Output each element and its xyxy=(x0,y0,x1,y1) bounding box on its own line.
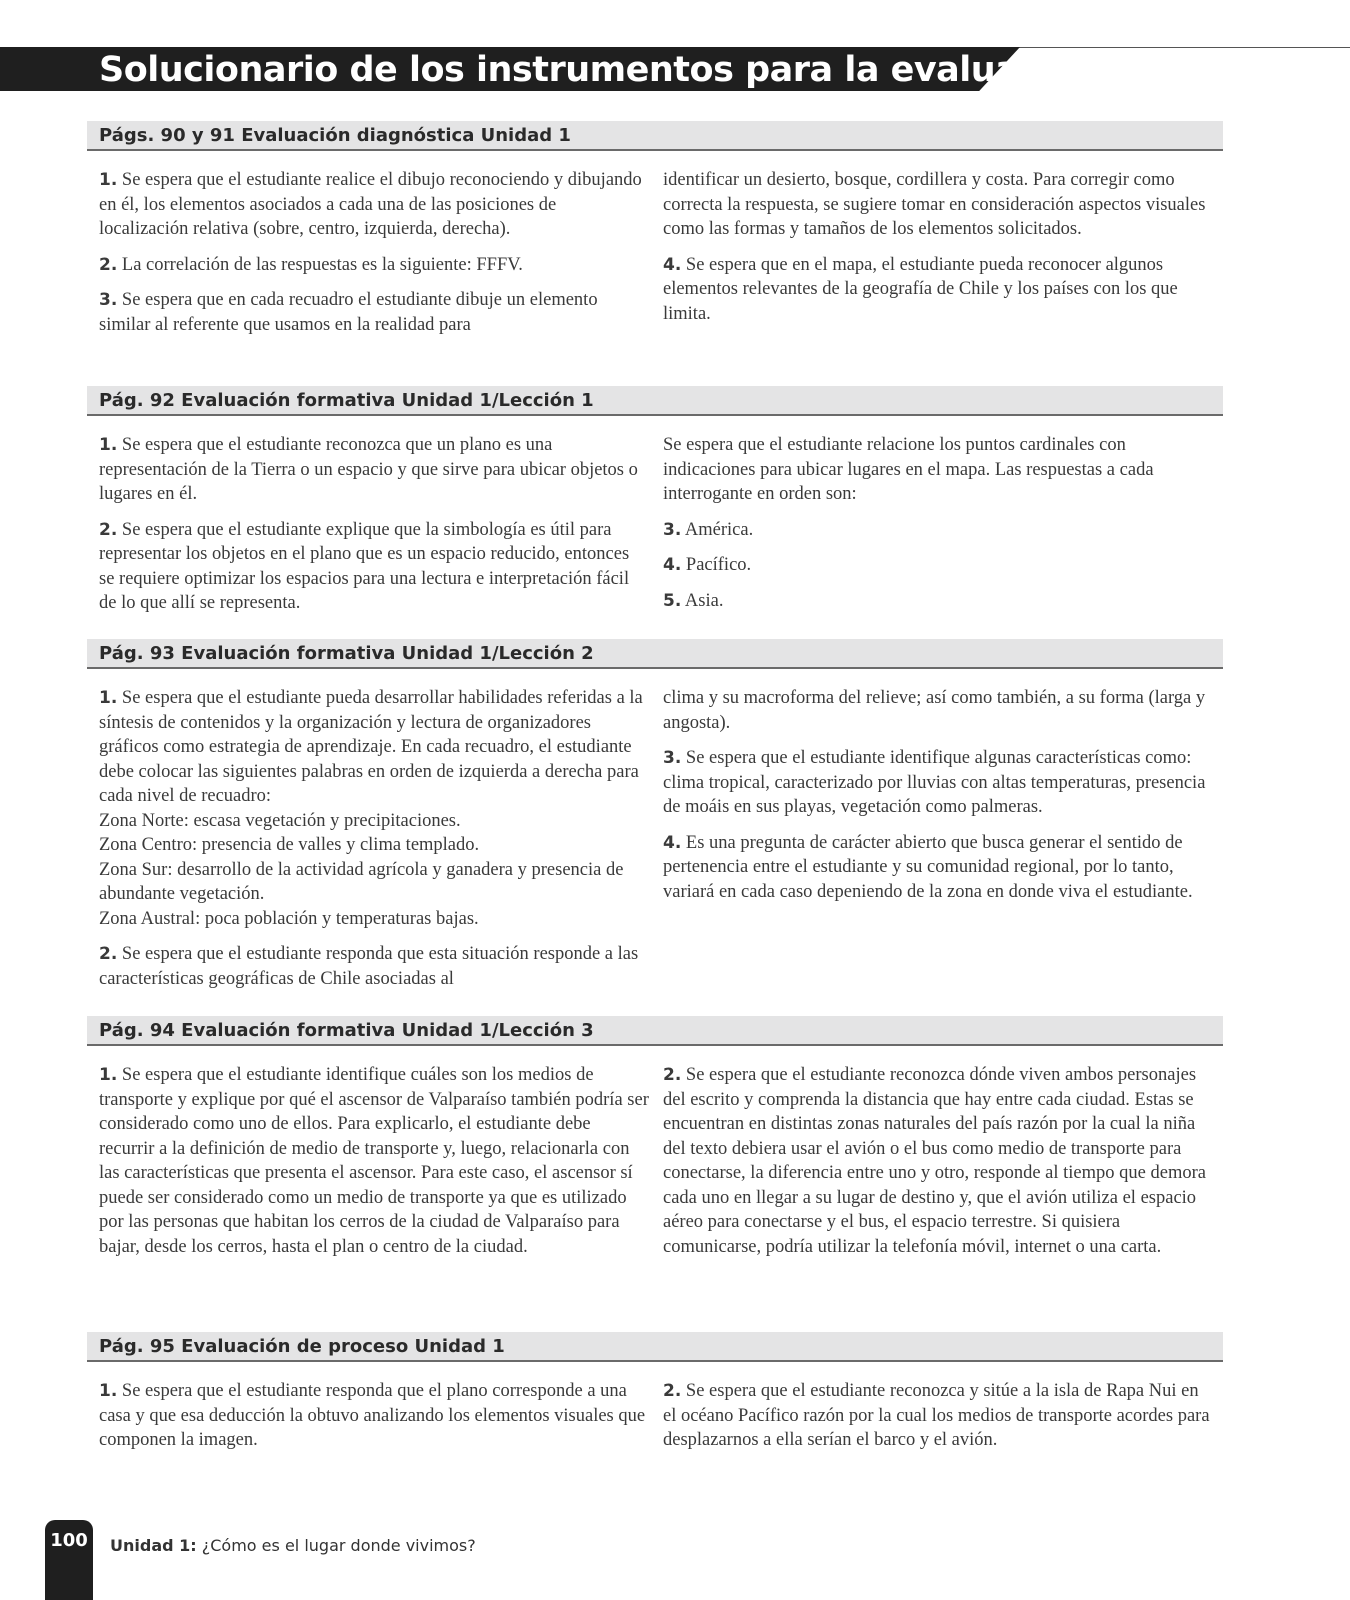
answer-item: 3. América. xyxy=(663,519,754,540)
left-column xyxy=(99,433,649,627)
answer-item: 1. Se espera que el estudiante pueda desarrollar habilidades referidas a la síntesis de contenidos y la organización y lectura de organizadores gráficos como estrategia de aprendizaje. En cada recuadro, el estudiante debe colocar las siguientes palabras en orden de izquierda a derecha para cada nivel de recuadro: Zona Norte: escasa vegetación y precipitaciones. Zona Centro: presencia de valles y clima templado. Zona Sur: desarrollo de la actividad agrícola y ganadera y presencia de abundante vegetación. Zona Austral: poca población y temperaturas bajas. xyxy=(99,686,649,931)
answer-item: 2. Se espera que el estudiante responda que esta situación responde a las características geográficas de Chile asociadas al xyxy=(99,944,639,989)
answer-item: 4. Pacífico. xyxy=(663,555,752,575)
section-heading: Págs. 90 y 91 Evaluación diagnóstica Unidad 1 xyxy=(87,121,1223,151)
answer-item: 2. La correlación de las respuestas es la siguiente: FFFV. xyxy=(99,254,523,275)
right-column xyxy=(663,1063,1213,1270)
left-column xyxy=(99,686,649,1002)
left-column xyxy=(99,1379,649,1464)
right-column xyxy=(663,1379,1213,1464)
section-heading: Pág. 92 Evaluación formativa Unidad 1/Lección 1 xyxy=(87,386,1223,416)
answer-item: 4. Se espera que en el mapa, el estudiante pueda reconocer algunos elementos relevantes de la geografía de Chile y los países con los que limita. xyxy=(663,254,1178,324)
answer-item: 2. Se espera que el estudiante explique que la simbología es útil para representar los objetos en el plano que es un espacio reducido, entonces se requiere optimizar los espacios para una lectura e interpretación fácil de lo que allí se representa. xyxy=(99,519,630,613)
answer-item: 5. Asia. xyxy=(663,590,724,611)
section-leccion-2 xyxy=(87,639,1223,1002)
footer-unit-label: Unidad 1: xyxy=(110,1536,197,1555)
footer-unit-title: ¿Cómo es el lugar donde vivimos? xyxy=(201,1536,476,1555)
section-leccion-3 xyxy=(87,1016,1223,1270)
answer-item: 1. Se espera que el estudiante identifique cuáles son los medios de transporte y explique por qué el ascensor de Valparaíso también podría ser considerado como uno de ellos. Para explicarlo, el estudiante debe recurrir a la definición de medio de transporte y, luego, relacionarla con las características que presenta el ascensor. Para este caso, el ascensor sí puede ser considerado como un medio de transporte ya que es utilizado por las personas que habitan los cerros de la ciudad de Valparaíso para bajar, desde los cerros, hasta el plan o centro de la ciudad. xyxy=(99,1065,649,1257)
answer-item: 3. Se espera que en cada recuadro el estudiante dibuje un elemento similar al referente que usamos en la realidad para xyxy=(99,290,598,335)
section-diagnostica xyxy=(87,121,1223,348)
zona-line: Zona Centro: presencia de valles y clima templado. xyxy=(99,835,480,855)
answer-continuation: clima y su macroforma del relieve; así como también, a su forma (larga y angosta). xyxy=(663,688,1206,733)
answer-item: 2. Se espera que el estudiante reconozca dónde viven ambos personajes del escrito y comprenda la distancia que hay entre cada ciudad. Estas se encuentran en distintas zonas naturales del país razón por la cual la niña del texto debiera usar el avión o el bus como medio de transporte para conectarse, la diferencia entre uno y otro, responde al tiempo que demora cada uno en llegar a su lugar de destino y, que el avión utiliza el espacio aéreo para conectarse y el bus, el espacio terrestre. Si quisiera comunicarse, podría utilizar la telefonía móvil, internet o una carta. xyxy=(663,1065,1206,1257)
section-heading: Pág. 95 Evaluación de proceso Unidad 1 xyxy=(87,1332,1223,1362)
answer-continuation: identificar un desierto, bosque, cordillera y costa. Para corregir como correcta la respuesta, se sugiere tomar en consideración aspectos visuales como las formas y tamaños de los elementos solicitados. xyxy=(663,170,1206,239)
right-column xyxy=(663,168,1213,348)
section-proceso xyxy=(87,1332,1223,1464)
right-column xyxy=(663,686,1213,1002)
zona-line: Zona Norte: escasa vegetación y precipitaciones. xyxy=(99,810,461,831)
answer-intro: Se espera que el estudiante relacione los puntos cardinales con indicaciones para ubicar lugares en el mapa. Las respuestas a cada interrogante en orden son: xyxy=(663,435,1154,504)
footer-unit xyxy=(110,1536,476,1555)
zona-line: Zona Austral: poca población y temperaturas bajas. xyxy=(99,908,479,929)
section-heading: Pág. 93 Evaluación formativa Unidad 1/Lección 2 xyxy=(87,639,1223,669)
section-leccion-1 xyxy=(87,386,1223,627)
section-heading: Pág. 94 Evaluación formativa Unidad 1/Lección 3 xyxy=(87,1016,1223,1046)
answer-item: 1. Se espera que el estudiante responda que el plano corresponde a una casa y que esa deducción la obtuvo analizando los elementos visuales que componen la imagen. xyxy=(99,1381,646,1450)
page-title: Solucionario de los instrumentos para la evaluación xyxy=(99,50,1099,90)
answer-item: 1. Se espera que el estudiante realice el dibujo reconociendo y dibujando en él, los elementos asociados a cada una de las posiciones de localización relativa (sobre, centro, izquierda, derecha). xyxy=(99,170,642,239)
left-column xyxy=(99,168,649,348)
answer-item: 2. Se espera que el estudiante reconozca y sitúe a la isla de Rapa Nui en el océano Pacífico razón por la cual los medios de transporte acordes para desplazarnos a ella serían el barco y el avión. xyxy=(663,1381,1210,1450)
zona-line: Zona Sur: desarrollo de la actividad agrícola y ganadera y presencia de abundante vegetación. xyxy=(99,859,624,904)
answer-item: 3. Se espera que el estudiante identifique algunas características como: clima tropical, caracterizado por lluvias con altas temperaturas, presencia de moáis en sus playas, vegetación como palmeras. xyxy=(663,748,1206,817)
left-column xyxy=(99,1063,649,1270)
answer-item: 1. Se espera que el estudiante reconozca que un plano es una representación de la Tierra o un espacio y que sirve para ubicar objetos o lugares en él. xyxy=(99,435,638,504)
page-number: 100 xyxy=(50,1530,88,1551)
right-column xyxy=(663,433,1213,627)
answer-item: 4. Es una pregunta de carácter abierto que busca generar el sentido de pertenencia entre el estudiante y su comunidad regional, por lo tanto, variará en cada caso depeniendo de la zona en donde viva el estudiante. xyxy=(663,832,1193,902)
